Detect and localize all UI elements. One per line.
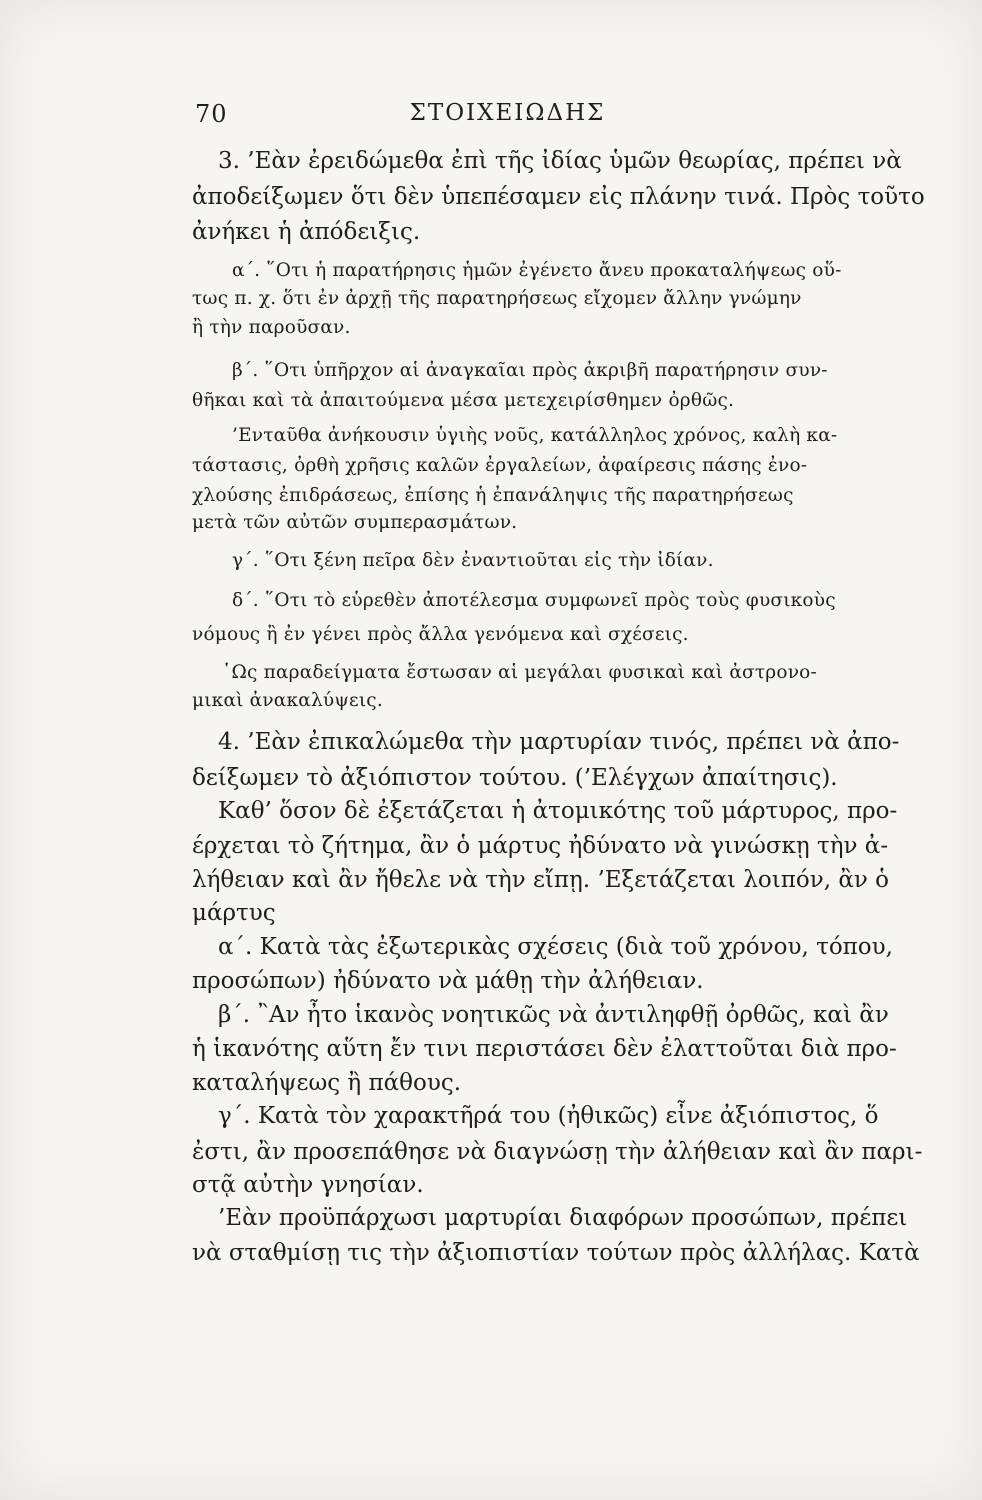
text-line: νὰ σταθμίσῃ τις τὴν ἀξιοπιστίαν τούτων πρὸς ἀλλήλας. Κατὰ [192, 1240, 920, 1266]
text-line: α΄. ῞Οτι ἡ παρατήρησις ἡμῶν ἐγένετο ἄνευ προκαταλήψεως οὕ- [232, 260, 842, 281]
text-line: χλούσης ἐπιδράσεως, ἐπίσης ἡ ἐπανάληψις τῆς παρατηρήσεως [192, 485, 794, 506]
text-line: προσώπων) ἠδύνατο νὰ μάθῃ τὴν ἀλήθειαν. [192, 968, 704, 994]
text-line: ἢ τὴν παροῦσαν. [192, 317, 351, 338]
text-line: έρχεται τὸ ζήτημα, ἂν ὁ μάρτυς ἠδύνατο νὰ γινώσκῃ τὴν ἀ- [192, 833, 889, 859]
text-line: στᾷ αὐτὴν γνησίαν. [192, 1172, 424, 1198]
text-line: μικαὶ ἀνακαλύψεις. [192, 690, 383, 711]
text-line: καταλήψεως ἢ πάθους. [192, 1070, 462, 1096]
text-line: ’Εὰν προϋπάρχωσι μαρτυρίαι διαφόρων προσώπων, πρέπει [218, 1205, 908, 1231]
running-title: ΣΤΟΙΧΕΙΩΔΗΣ [409, 100, 606, 126]
text-line: νόμους ἢ ἐν γένει πρὸς ἄλλα γενόμενα καὶ σχέσεις. [192, 624, 689, 645]
text-line: ἐστι, ἂν προσεπάθησε νὰ διαγνώσῃ τὴν ἀλήθειαν καὶ ἂν παρι- [192, 1139, 923, 1165]
text-line: ἀποδείξωμεν ὅτι δὲν ὑπεπέσαμεν εἰς πλάνην τινά. Πρὸς τοῦτο [192, 184, 925, 210]
text-line: α΄. Κατὰ τὰς ἐξωτερικὰς σχέσεις (διὰ τοῦ χρόνου, τόπου, [218, 934, 893, 960]
text-line: τάστασις, ὀρθὴ χρῆσις καλῶν ἐργαλείων, ἀφαίρεσις πάσης ἐνο- [192, 455, 808, 476]
text-line: λήθειαν καὶ ἂν ἤθελε νὰ τὴν εἴπῃ. ’Εξετάζεται λοιπόν, ἂν ὁ [192, 867, 890, 893]
page-header [195, 100, 820, 140]
text-line: ῾Ως παραδείγματα ἔστωσαν αἱ μεγάλαι φυσικαὶ καὶ ἀστρονο- [222, 662, 817, 683]
text-line: μετὰ τῶν αὐτῶν συμπερασμάτων. [192, 512, 518, 533]
text-line: γ΄. Κατὰ τὸν χαρακτῆρά του (ἠθικῶς) εἶνε ἀξιόπιστος, ὅ [218, 1103, 879, 1129]
text-line: θῆκαι καὶ τὰ ἀπαιτούμενα μέσα μετεχειρίσθημεν ὀρθῶς. [192, 390, 735, 411]
page-number: 70 [195, 100, 228, 128]
text-line: δείξωμεν τὸ ἀξιόπιστον τούτου. (’Ελέγχων ἀπαίτησις). [192, 765, 838, 791]
text-line: ’Ενταῦθα ἀνήκουσιν ὑγιὴς νοῦς, κατάλληλος χρόνος, καλὴ κα- [232, 425, 838, 446]
text-line: 4. ’Εὰν ἐπικαλώμεθα τὴν μαρτυρίαν τινός, πρέπει νὰ ἀπο- [218, 729, 900, 755]
text-line: 3. ’Εὰν ἐρειδώμεθα ἐπὶ τῆς ἰδίας ὑμῶν θεωρίας, πρέπει νὰ [218, 148, 902, 174]
text-line: γ΄. ῞Οτι ξένη πεῖρα δὲν ἐναντιοῦται εἰς τὴν ἰδίαν. [232, 550, 714, 571]
text-line: Καθ’ ὅσον δὲ ἐξετάζεται ἡ ἀτομικότης τοῦ μάρτυρος, προ- [218, 798, 898, 824]
text-line: β΄. ῞Οτι ὑπῆρχον αἱ ἀναγκαῖαι πρὸς ἀκριβῆ παρατήρησιν συν- [232, 360, 828, 381]
text-line: ἀνήκει ἡ ἀπόδειξις. [192, 219, 421, 245]
text-line: δ΄. ῞Οτι τὸ εὑρεθὲν ἀποτέλεσμα συμφωνεῖ πρὸς τοὺς φυσικοὺς [232, 590, 836, 611]
text-line: τως π. χ. ὅτι ἐν ἀρχῇ τῆς παρατηρήσεως εἴχομεν ἄλλην γνώμην [192, 288, 802, 309]
text-line: μάρτυς [192, 900, 276, 926]
text-line: ἡ ἱκανότης αὕτη ἔν τινι περιστάσει δὲν ἐλαττοῦται διὰ προ- [192, 1036, 897, 1062]
text-line: β΄. ῍Αν ἦτο ἱκανὸς νοητικῶς νὰ ἀντιληφθῇ ὀρθῶς, καὶ ἂν [218, 1002, 889, 1028]
